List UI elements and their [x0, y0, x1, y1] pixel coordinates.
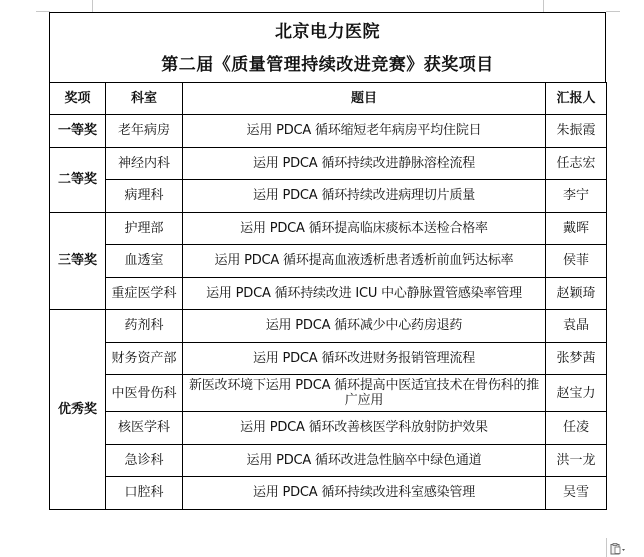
project-cell: 运用 PDCA 循环持续改进科室感染管理	[183, 477, 546, 510]
table-row	[50, 444, 607, 477]
project-cell: 运用 PDCA 循环提高血液透析患者透析前血钙达标率	[183, 245, 546, 278]
presenter-cell: 吴雪	[546, 477, 607, 510]
project-cell: 运用 PDCA 循环改善核医学科放射防护效果	[183, 412, 546, 445]
column-header-department: 科室	[106, 83, 183, 115]
presenter-cell: 任凌	[546, 412, 607, 445]
table-row	[50, 245, 607, 278]
title-block	[49, 12, 606, 82]
table-row	[50, 412, 607, 445]
table-row	[50, 147, 607, 180]
project-cell: 运用 PDCA 循环改进急性脑卒中绿色通道	[183, 444, 546, 477]
presenter-cell: 赵颖琦	[546, 277, 607, 310]
department-cell: 口腔科	[106, 477, 183, 510]
department-cell: 财务资产部	[106, 342, 183, 375]
department-cell: 护理部	[106, 212, 183, 245]
column-header-presenter: 汇报人	[546, 83, 607, 115]
table-row	[50, 115, 607, 148]
table-row	[50, 342, 607, 375]
column-header-award: 奖项	[50, 83, 106, 115]
department-cell: 重症医学科	[106, 277, 183, 310]
presenter-cell: 赵宝力	[546, 375, 607, 412]
award-second: 二等奖	[50, 147, 106, 212]
presenter-cell: 侯菲	[546, 245, 607, 278]
table-row	[50, 180, 607, 213]
award-third: 三等奖	[50, 212, 106, 310]
presenter-cell: 张梦茜	[546, 342, 607, 375]
presenter-cell: 朱振霞	[546, 115, 607, 148]
project-cell: 运用 PDCA 循环提高临床痰标本送检合格率	[183, 212, 546, 245]
column-header-project: 题目	[183, 83, 546, 115]
department-cell: 病理科	[106, 180, 183, 213]
hospital-title: 北京电力医院	[275, 22, 380, 42]
project-cell: 运用 PDCA 循环持续改进 ICU 中心静脉置管感染率管理	[183, 277, 546, 310]
clipboard-paste-icon[interactable]	[610, 543, 626, 555]
project-cell: 运用 PDCA 循环缩短老年病房平均住院日	[183, 115, 546, 148]
department-cell: 急诊科	[106, 444, 183, 477]
table-row	[50, 277, 607, 310]
margin-guide-bottom-right-vertical	[606, 538, 607, 557]
award-excellence: 优秀奖	[50, 310, 106, 510]
presenter-cell: 李宁	[546, 180, 607, 213]
table-row	[50, 477, 607, 510]
table-row	[50, 310, 607, 343]
project-cell: 运用 PDCA 循环持续改进静脉溶栓流程	[183, 147, 546, 180]
department-cell: 神经内科	[106, 147, 183, 180]
table-header-row	[50, 83, 607, 115]
project-cell: 运用 PDCA 循环持续改进病理切片质量	[183, 180, 546, 213]
margin-guide-top-right-vertical	[543, 0, 544, 12]
margin-guide-top-left-vertical	[92, 0, 93, 12]
table-row	[50, 375, 607, 412]
margin-guide-top-right-horizontal	[606, 11, 620, 12]
project-cell: 运用 PDCA 循环减少中心药房退药	[183, 310, 546, 343]
presenter-cell: 任志宏	[546, 147, 607, 180]
presenter-cell: 洪一龙	[546, 444, 607, 477]
department-cell: 药剂科	[106, 310, 183, 343]
project-cell: 运用 PDCA 循环改进财务报销管理流程	[183, 342, 546, 375]
department-cell: 血透室	[106, 245, 183, 278]
award-first: 一等奖	[50, 115, 106, 148]
competition-title: 第二届《质量管理持续改进竞赛》获奖项目	[161, 55, 494, 75]
presenter-cell: 袁晶	[546, 310, 607, 343]
table-row	[50, 212, 607, 245]
presenter-cell: 戴晖	[546, 212, 607, 245]
department-cell: 老年病房	[106, 115, 183, 148]
department-cell: 中医骨伤科	[106, 375, 183, 412]
awards-table	[49, 82, 607, 510]
department-cell: 核医学科	[106, 412, 183, 445]
document-page	[49, 12, 606, 510]
project-cell: 新医改环境下运用 PDCA 循环提高中医适宜技术在骨伤科的推广应用	[183, 375, 546, 412]
margin-guide-top-left-horizontal	[36, 11, 50, 12]
